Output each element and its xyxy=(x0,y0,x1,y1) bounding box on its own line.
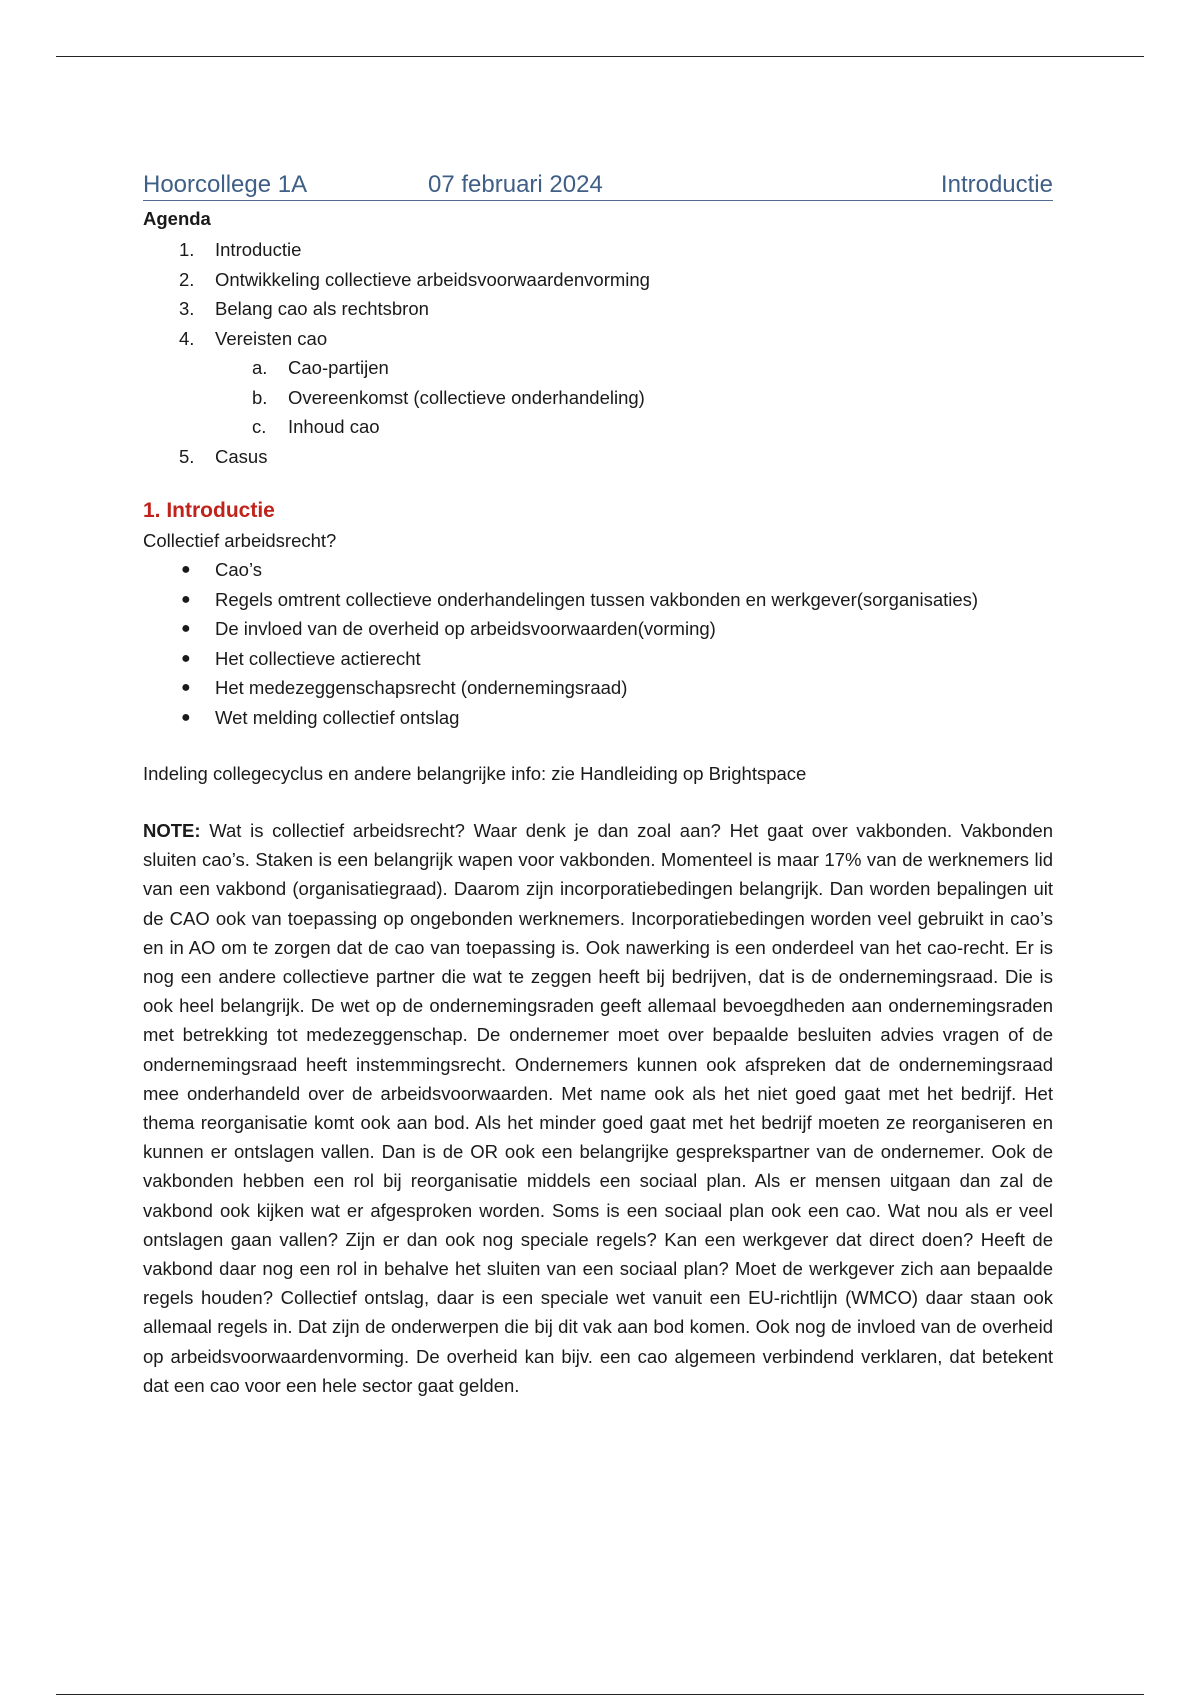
agenda-item-marker: 4. xyxy=(179,327,195,349)
agenda-item xyxy=(143,235,1053,265)
bullet-icon: ● xyxy=(181,561,191,578)
page-content xyxy=(143,168,1053,1400)
title-row xyxy=(143,168,1053,201)
note-paragraph xyxy=(143,816,1053,1400)
bullet-icon: ● xyxy=(181,590,191,608)
agenda-subitem-text: Inhoud cao xyxy=(288,416,380,437)
bullet-item xyxy=(143,555,1053,585)
bullet-text: Cao’s xyxy=(215,559,262,580)
agenda-subitem xyxy=(143,353,1053,383)
agenda-subitem-marker: a. xyxy=(252,357,268,378)
agenda-item-text: Belang cao als rechtsbron xyxy=(215,298,429,319)
page-bottom-rule xyxy=(56,1694,1144,1695)
agenda-sublist xyxy=(143,353,1053,442)
lecture-date: 07 februari 2024 xyxy=(428,171,603,198)
agenda-list xyxy=(143,235,1053,353)
lecture-topic: Introductie xyxy=(940,171,1053,198)
agenda-subitem xyxy=(143,412,1053,442)
section-heading: 1. Introductie xyxy=(143,499,275,522)
agenda-item-text: Ontwikkeling collectieve arbeidsvoorwaardenvorming xyxy=(215,268,650,290)
info-paragraph: Indeling collegecyclus en andere belangrijke info: zie Handleiding op Brightspace xyxy=(143,763,807,784)
bullet-icon: ● xyxy=(181,679,191,696)
bullet-text: Het medezeggenschapsrecht (ondernemingsraad) xyxy=(215,677,628,698)
agenda-heading: Agenda xyxy=(143,208,211,229)
bullet-item xyxy=(143,585,1053,615)
bullet-item xyxy=(143,614,1053,644)
agenda-item xyxy=(143,442,1053,472)
agenda-item-text: Vereisten cao xyxy=(215,327,328,349)
note-label: NOTE: xyxy=(143,820,201,841)
agenda-item-marker: 5. xyxy=(179,445,195,467)
agenda-list-end xyxy=(143,442,1053,472)
agenda-item-text: Casus xyxy=(215,445,268,467)
agenda-item-marker: 3. xyxy=(179,298,195,319)
agenda-subitem-text: Cao-partijen xyxy=(288,357,389,378)
bullet-text: Het collectieve actierecht xyxy=(215,647,421,669)
bullet-icon: ● xyxy=(181,620,191,637)
page-top-rule xyxy=(56,56,1144,57)
agenda-item xyxy=(143,294,1053,324)
agenda-subitem-marker: c. xyxy=(252,416,267,437)
section-question: Collectief arbeidsrecht? xyxy=(143,530,337,551)
bullet-item xyxy=(143,673,1053,703)
bullet-item xyxy=(143,703,1053,733)
agenda-item-text: Introductie xyxy=(215,239,302,260)
agenda-subitem-text: Overeenkomst (collectieve onderhandeling) xyxy=(288,386,645,408)
agenda-item xyxy=(143,265,1053,295)
bullet-text: Regels omtrent collectieve onderhandelingen tussen vakbonden en werkgever(sorganisaties) xyxy=(215,588,979,610)
bullet-text: Wet melding collectief ontslag xyxy=(215,706,460,728)
agenda-subitem xyxy=(143,383,1053,413)
bullet-icon: ● xyxy=(181,708,191,726)
course-title: Hoorcollege 1A xyxy=(143,171,308,198)
agenda-item-marker: 2. xyxy=(179,268,195,290)
agenda-item xyxy=(143,324,1053,354)
topic-bullet-list xyxy=(143,555,1053,732)
note-text: Wat is collectief arbeidsrecht? Waar denk je dan zoal aan? Het gaat over vakbonden. Vakbonden sluiten cao’s. Staken is een belangrijk wapen voor vakbonden. Momenteel is maar 17% van de werknemers lid van een vakbond (organisatiegraad). Daarom zijn incorporatiebedingen belangrijk. Dan worden bepalingen uit de CAO ook van toepassing op ongebonden werknemers. Incorporatiebedingen worden veel gebruikt in cao’s en in AO om te zorgen dat de cao van toepassing is. Ook nawerking is een onderdeel van het cao-recht. Er is nog een andere collectieve partner die wat te zeggen heeft bij bedrijven, dat is de ondernemingsraad. Die is ook heel belangrijk. De wet op de ondernemingsraden geeft allemaal bevoegdheden aan ondernemingsraden met betrekking tot medezeggenschap. De ondernemer moet over bepaalde besluiten advies vragen of de ondernemingsraad heeft instemmingsrecht. Ondernemers kunnen ook afspreken dat de ondernemingsraad mee onderhandeld over de arbeidsvoorwaarden. Met name ook als het niet goed gaat met het bedrijf. Het thema reorganisatie komt ook aan bod. Als het minder goed gaat met het bedrijf moeten ze reorganiseren en kunnen er ontslagen vallen. Dan is de OR ook een belangrijke gesprekspartner van de ondernemer. Ook de vakbonden hebben een rol bij reorganisatie middels een sociaal plan. Als er mensen uitgaan dan zal de vakbond ook kijken wat er afgesproken worden. Soms is een sociaal plan ook een cao. Wat nou als er veel ontslagen gaan vallen? Zijn er dan ook nog speciale regels? Kan een werkgever dat direct doen? Heeft de vakbond daar nog een rol in behalve het sluiten van een sociaal plan? Moet de werkgever zich aan bepaalde regels houden? Collectief ontslag, daar is een speciale wet vanuit een EU-richtlijn (WMCO) daar staan ook allemaal regels in. Dat zijn de onderwerpen die bij dit vak aan bod komen. Ook nog de invloed van de overheid op arbeidsvoorwaardenvorming. De overheid kan bijv. een cao algemeen verbindend verklaren, dat betekent dat een cao voor een hele sector gaat gelden. xyxy=(143,820,1053,1396)
agenda-item-marker: 1. xyxy=(179,239,195,260)
bullet-text: De invloed van de overheid op arbeidsvoorwaarden(vorming) xyxy=(215,618,716,639)
agenda-subitem-marker: b. xyxy=(252,386,268,408)
bullet-icon: ● xyxy=(181,649,191,667)
bullet-item xyxy=(143,644,1053,674)
